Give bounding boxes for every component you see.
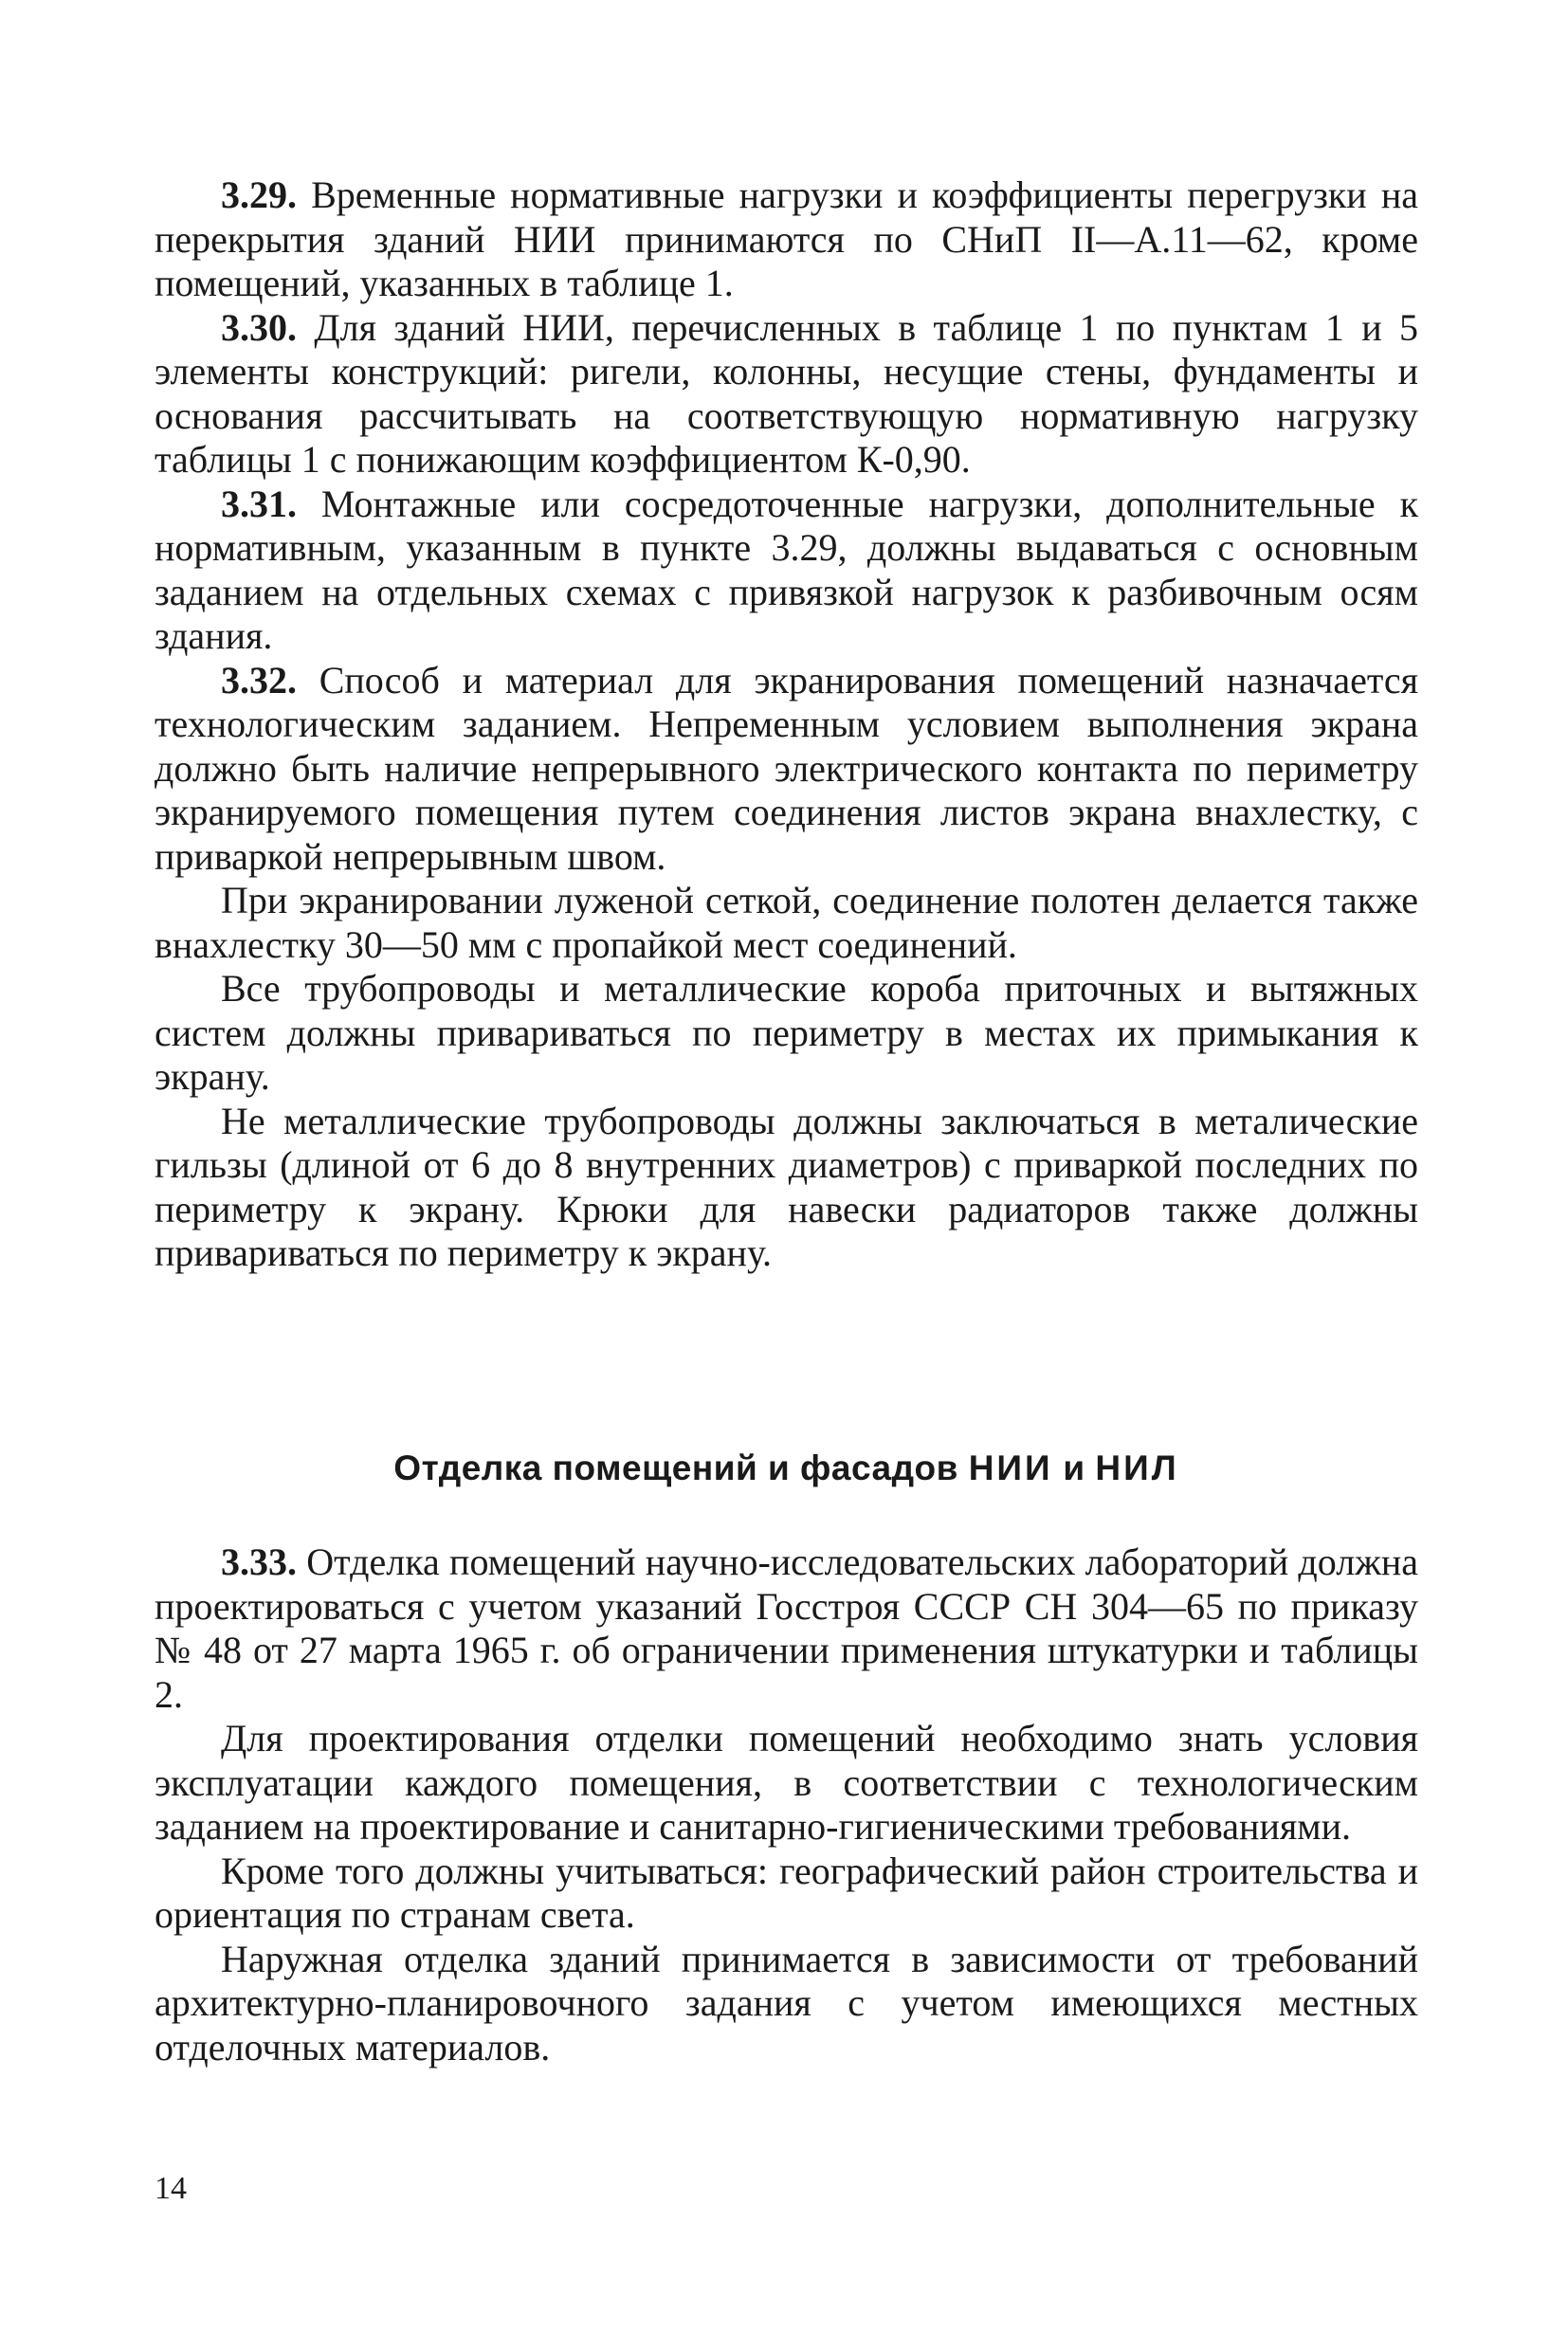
- heading-text: Отделка помещений и фасадов: [393, 1449, 958, 1487]
- paragraph-text: Для зданий НИИ, перечисленных в таблице 1 по пунктам 1 и 5 элементы конструкций: ригели, колонны, несущие стены, фундаменты и основания рассчитывать на соответствующую нормативную нагрузку таблицы 1 с понижающим коэффициентом К-0,90.: [155, 305, 1418, 481]
- clause-number: 3.31.: [221, 482, 297, 525]
- paragraph-3-29: [155, 173, 1418, 306]
- heading-conjunction: и: [1063, 1449, 1085, 1487]
- paragraph-3-33-conditions: Для проектирования отделки помещений необходимо знать условия эксплуатации каждого помещения, в соответствии с технологическим заданием на проектирование и санитарно-гигиеническими требованиями.: [155, 1717, 1418, 1848]
- paragraph-3-33: [155, 1540, 1418, 1717]
- paragraph-3-31: [155, 483, 1418, 659]
- paragraph-3-32-tinned-mesh: При экранировании луженой сеткой, соединение полотен делается также внахлестку 30—50 мм с пропайкой мест соединений.: [155, 879, 1418, 966]
- clause-number: 3.30.: [221, 305, 297, 349]
- paragraph-text: Временные нормативные нагрузки и коэффициенты перегрузки на перекрытия зданий НИИ принимаются по СНиП II—А.11—62, кроме помещений, указанных в таблице 1.: [155, 173, 1418, 304]
- section-heading: [155, 1449, 1418, 1488]
- paragraph-3-33-exterior: Наружная отделка зданий принимается в зависимости от требований архитектурно-планировочного задания с учетом имеющихся местных отделочных материалов.: [155, 1937, 1418, 2069]
- body-text-top: [155, 173, 1418, 1276]
- clause-number: 3.32.: [221, 658, 297, 702]
- paragraph-3-32-pipelines: Все трубопроводы и металлические короба приточных и вытяжных систем должны привариваться по периметру в местах их примыкания к экрану.: [155, 967, 1418, 1098]
- heading-abbr-nii: НИИ: [968, 1449, 1053, 1487]
- clause-number: 3.29.: [221, 173, 297, 216]
- paragraph-3-32-nonmetal: Не металлические трубопроводы должны заключаться в металические гильзы (длиной от 6 до 8 внутренних диаметров) с приваркой последних по периметру к экрану. Крюки для навески радиаторов также должны привариваться по периметру к экрану.: [155, 1099, 1418, 1274]
- paragraph-text: Способ и материал для экранирования помещений назначается технологическим заданием. Непременным условием выполнения экрана должно быть наличие непрерывного электрического контакта по периметру экранируемого помещения путем соединения листов экрана внахлестку, с приваркой непрерывным швом.: [155, 658, 1419, 878]
- clause-number: 3.33.: [221, 1540, 297, 1583]
- paragraph-text: Отделка помещений научно-исследовательских лабораторий должна проектироваться с учетом указаний Госстроя СССР СН 304—65 по приказу № 48 от 27 марта 1965 г. об ограничении применения штукатурки и таблицы 2.: [155, 1540, 1419, 1716]
- paragraph-text: Монтажные или сосредоточенные нагрузки, дополнительные к нормативным, указанным в пункте 3.29, должны выдаваться с основным заданием на отдельных схемах с привязкой нагрузок к разбивочным осям здания.: [155, 482, 1418, 657]
- paragraph-3-32: [155, 659, 1418, 880]
- page-number: 14: [155, 2171, 187, 2206]
- paragraph-3-33-location: Кроме того должны учитываться: географический район строительства и ориентация по странам света.: [155, 1849, 1418, 1936]
- paragraph-3-30: [155, 306, 1418, 483]
- body-text-bottom: [155, 1540, 1418, 2069]
- heading-abbr-nil: НИЛ: [1095, 1449, 1179, 1487]
